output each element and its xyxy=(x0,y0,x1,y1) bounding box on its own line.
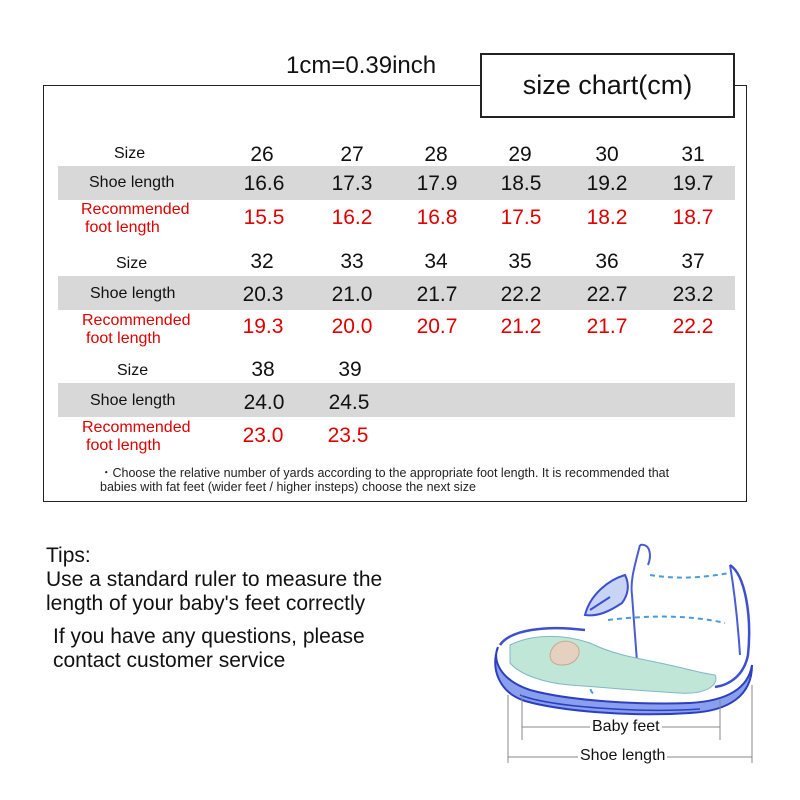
foot-length-value: 17.5 xyxy=(500,206,542,229)
recommended-label-line1: Recommended xyxy=(82,419,191,436)
size-value: 28 xyxy=(424,143,448,166)
size-advice-note xyxy=(100,466,740,494)
size-value: 27 xyxy=(340,143,364,166)
shoe-length-value: 17.3 xyxy=(331,172,373,195)
size-value: 31 xyxy=(681,143,705,166)
size-label: Size xyxy=(116,255,148,272)
size-label: Size xyxy=(117,362,149,379)
recommended-label-line2: foot length xyxy=(85,219,160,236)
foot-length-value: 15.5 xyxy=(243,206,285,229)
size-value: 36 xyxy=(595,250,619,273)
recommended-label xyxy=(81,201,190,237)
shoe-length-value: 17.9 xyxy=(416,172,458,195)
size-value: 37 xyxy=(681,250,705,273)
contact-line2: contact customer service xyxy=(53,649,286,672)
foot-length-value: 23.5 xyxy=(327,424,369,447)
shoe-length-value: 16.6 xyxy=(243,172,285,195)
contact-line1: If you have any questions, please xyxy=(53,625,365,648)
size-label: Size xyxy=(114,145,146,162)
size-value: 39 xyxy=(338,358,362,381)
foot-length-value: 19.3 xyxy=(242,315,284,338)
size-chart-title: size chart(cm) xyxy=(480,53,735,118)
shoe-length-value: 24.5 xyxy=(328,391,370,414)
size-value: 38 xyxy=(251,358,275,381)
size-advice-line2: babies with fat feet (wider feet / higher insteps) choose the next size xyxy=(100,480,476,494)
baby-feet-caption: Baby feet xyxy=(592,718,660,735)
shoe-length-label: Shoe length xyxy=(90,285,176,302)
conversion-note: 1cm=0.39inch xyxy=(286,52,437,79)
shoe-length-value: 19.2 xyxy=(586,172,628,195)
size-value: 32 xyxy=(250,250,274,273)
shoe-length-value: 19.7 xyxy=(672,172,714,195)
size-value: 34 xyxy=(424,250,448,273)
foot-length-value: 23.0 xyxy=(242,424,284,447)
size-value: 29 xyxy=(508,143,532,166)
shoe-length-value: 18.5 xyxy=(500,172,542,195)
foot-length-value: 20.7 xyxy=(416,315,458,338)
tips-heading: Tips: xyxy=(46,544,91,567)
shoe-length-value: 20.3 xyxy=(242,283,284,306)
shoe-length-value: 21.7 xyxy=(416,283,458,306)
foot-length-value: 20.0 xyxy=(331,315,373,338)
foot-length-value: 21.2 xyxy=(500,315,542,338)
shoe-length-label: Shoe length xyxy=(90,392,176,409)
foot-length-value: 21.7 xyxy=(586,315,628,338)
recommended-label-line2: foot length xyxy=(86,437,161,454)
size-value: 30 xyxy=(595,143,619,166)
tips-line2: length of your baby's feet correctly xyxy=(46,592,366,615)
size-value: 35 xyxy=(508,250,532,273)
size-advice-line1: ・Choose the relative number of yards according to the appropriate foot length. It is recommended that xyxy=(100,466,670,480)
tips-line1: Use a standard ruler to measure the xyxy=(46,568,383,591)
foot-length-value: 18.2 xyxy=(586,206,628,229)
shoe-length-caption: Shoe length xyxy=(580,747,666,764)
foot-length-value: 22.2 xyxy=(672,315,714,338)
foot-length-value: 16.8 xyxy=(416,206,458,229)
foot-length-value: 18.7 xyxy=(672,206,714,229)
recommended-label-line1: Recommended xyxy=(82,312,191,329)
size-value: 26 xyxy=(250,143,274,166)
tips-section xyxy=(46,544,382,616)
recommended-label-line2: foot length xyxy=(86,330,161,347)
shoe-length-value: 24.0 xyxy=(243,391,285,414)
shoe-length-label: Shoe length xyxy=(89,174,175,191)
shoe-length-value: 22.7 xyxy=(586,283,628,306)
recommended-label xyxy=(82,312,191,348)
contact-note xyxy=(53,625,365,673)
shoe-length-value: 21.0 xyxy=(331,283,373,306)
foot-length-value: 16.2 xyxy=(331,206,373,229)
recommended-label xyxy=(82,419,191,455)
shoe-length-value: 22.2 xyxy=(500,283,542,306)
shoe-length-value: 23.2 xyxy=(672,283,714,306)
size-value: 33 xyxy=(340,250,364,273)
recommended-label-line1: Recommended xyxy=(81,201,190,218)
